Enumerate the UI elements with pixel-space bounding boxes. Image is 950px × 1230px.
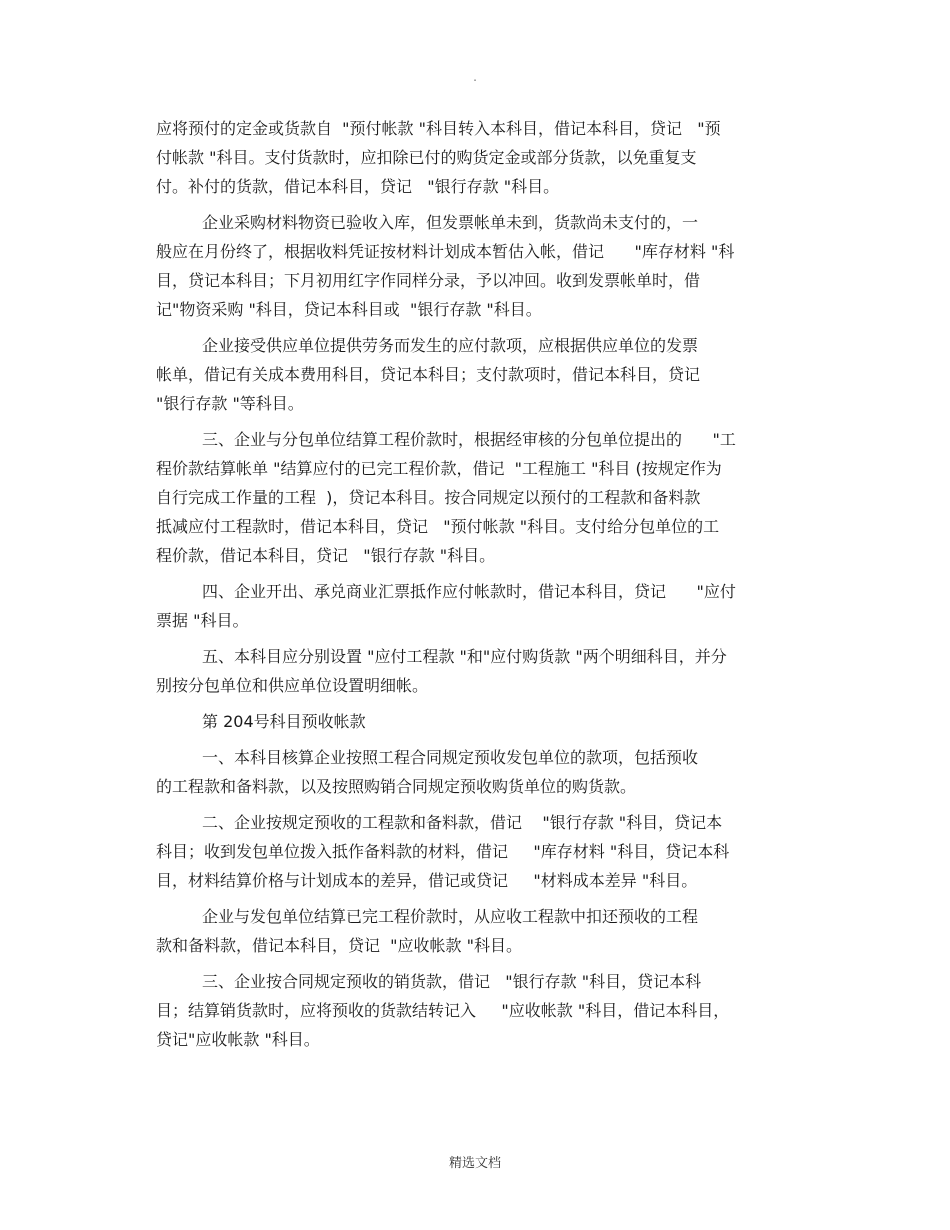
paragraph-line: 企业采购材料物资已验收入库，但发票帐单未到，货款尚未支付的，一 <box>202 213 699 232</box>
paragraph <box>156 902 796 960</box>
paragraph-line: 四、企业开出、承兑商业汇票抵作应付帐款时，借记本科目，贷记 "应付 <box>202 582 736 601</box>
paragraph-line: 的工程款和备料款，以及按照购销合同规定预收购货单位的购货款。 <box>156 777 637 796</box>
paragraph-line: 记"物资采购 "科目，贷记本科目或 "银行存款 "科目。 <box>156 300 542 319</box>
paragraph-line: 程价款结算帐单 "结算应付的已完工程价款，借记 "工程施工 "科目 (按规定作为 <box>156 459 722 478</box>
paragraph-line: 票据 "科目。 <box>156 611 249 630</box>
paragraph-line: 科目；收到发包单位拨入抵作备料款的材料，借记 "库存材料 "科目，贷记本科 <box>156 842 730 861</box>
paragraph-line: 应将预付的定金或货款自 "预付帐款 "科目转入本科目，借记本科目，贷记 "预 <box>156 119 721 138</box>
paragraph-line: 目，贷记本科目；下月初用红字作同样分录，予以冲回。收到发票帐单时，借 <box>156 271 701 290</box>
page-footer-label: 精选文档 <box>448 1156 501 1171</box>
paragraph-line: 三、企业按合同规定预收的销货款，借记 "银行存款 "科目，贷记本科 <box>202 972 702 991</box>
paragraph-line: 三、企业与分包单位结算工程价款时，根据经审核的分包单位提出的 "工 <box>202 430 736 449</box>
paragraph-line: 款和备料款，借记本科目，贷记 "应收帐款 "科目。 <box>156 936 522 955</box>
paragraph <box>156 707 796 736</box>
paragraph <box>156 808 796 895</box>
paragraph <box>156 642 796 700</box>
paragraph <box>156 208 796 324</box>
paragraph-line: 企业与发包单位结算已完工程价款时，从应收工程款中扣还预收的工程 <box>202 907 699 926</box>
paragraph-line: 五、本科目应分别设置 "应付工程款 "和"应付购货款 "两个明细科目，并分 <box>202 647 727 666</box>
paragraph <box>156 425 796 570</box>
paragraph-line: 二、企业按规定预收的工程款和备料款，借记 "银行存款 "科目，贷记本 <box>202 813 723 832</box>
document-body <box>156 114 796 1061</box>
page-header-mark: . <box>473 70 477 84</box>
paragraph-line: 别按分包单位和供应单位设置明细帐。 <box>156 676 429 695</box>
paragraph-line: 一、本科目核算企业按照工程合同规定预收发包单位的款项，包括预收 <box>202 748 699 767</box>
paragraph <box>156 114 796 201</box>
paragraph <box>156 577 796 635</box>
paragraph-line: 自行完成工作量的工程 )，贷记本科目。按合同规定以预付的工程款和备料款 <box>156 488 701 507</box>
paragraph-line: 程价款，借记本科目，贷记 "银行存款 "科目。 <box>156 546 496 565</box>
paragraph-line: 帐单，借记有关成本费用科目，贷记本科目；支付款项时，借记本科目，贷记 <box>156 365 701 384</box>
paragraph-line: 企业接受供应单位提供劳务而发生的应付款项，应根据供应单位的发票 <box>202 336 699 355</box>
paragraph-line: 第 204号科目预收帐款 <box>202 712 366 731</box>
paragraph <box>156 743 796 801</box>
paragraph <box>156 967 796 1054</box>
paragraph-line: 般应在月份终了，根据收料凭证按材料计划成本暂估入帐，借记 "库存材料 "科 <box>156 242 735 261</box>
paragraph-line: 目；结算销货款时，应将预收的货款结转记入 "应收帐款 "科目，借记本科目， <box>156 1001 730 1020</box>
paragraph-line: "银行存款 "等科目。 <box>156 394 304 413</box>
paragraph-line: 付帐款 "科目。支付货款时，应扣除已付的购货定金或部分货款，以免重复支 <box>156 148 697 167</box>
paragraph-line: 目，材料结算价格与计划成本的差异，借记或贷记 "材料成本差异 "科目。 <box>156 871 698 890</box>
paragraph-line: 贷记"应收帐款 "科目。 <box>156 1030 320 1049</box>
paragraph-line: 抵减应付工程款时，借记本科目，贷记 "预付帐款 "科目。支付给分包单位的工 <box>156 517 720 536</box>
paragraph <box>156 331 796 418</box>
paragraph-line: 付。补付的货款，借记本科目，贷记 "银行存款 "科目。 <box>156 177 560 196</box>
